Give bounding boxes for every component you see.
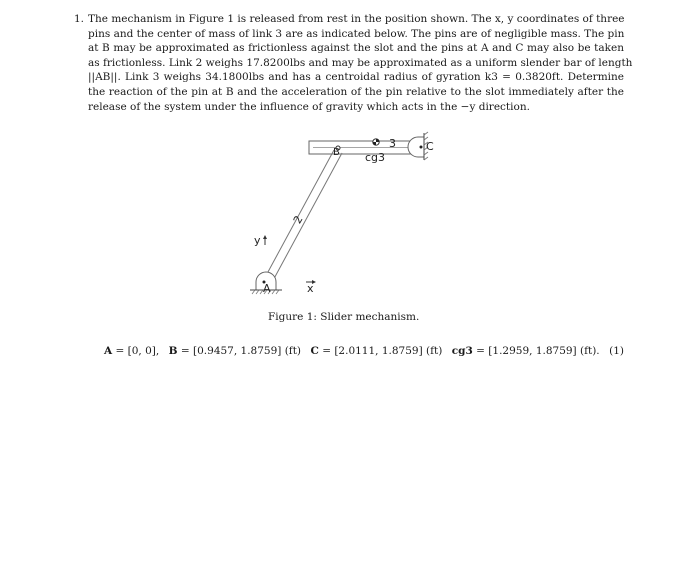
equation-term-c (310, 345, 442, 357)
b-value: = [0.9457, 1.8759] (ft) (180, 345, 302, 357)
center-of-mass-icon (373, 139, 379, 145)
cg3-label: cg3 (365, 151, 386, 164)
a-value: = [0, 0], (115, 345, 160, 357)
pin-b-label: B (333, 147, 340, 158)
link2-label: 2 (290, 213, 306, 226)
problem-line: at B may be approximated as frictionless against the slot and the pins at A and C may also be taken (88, 42, 624, 55)
c-value: = [2.0111, 1.8759] (ft) (322, 345, 443, 357)
figure-caption: Figure 1: Slider mechanism. (268, 311, 420, 323)
link3-bar (309, 141, 417, 154)
b-label: B (168, 345, 178, 357)
equation-term-a (104, 345, 159, 357)
problem-line: release of the system under the influence of gravity which acts in the −y direction. (88, 100, 530, 113)
pin-c-label: C (426, 140, 434, 153)
ground-support-c (408, 132, 428, 160)
link3-label: 3 (389, 137, 396, 150)
cg-value: = [1.2959, 1.8759] (ft). (476, 345, 600, 357)
problem-number: 1. (74, 13, 85, 25)
y-axis-arrow (263, 235, 267, 245)
equation-term-b (169, 345, 301, 357)
equation-term-cg (452, 345, 600, 357)
a-label: A (104, 345, 113, 357)
problem-line: ||AB||. Link 3 weighs 34.1800lbs and has a centroidal radius of gyration k3 = 0.3820ft. Determine (88, 71, 624, 84)
problem-line: pins and the center of mass of link 3 are as indicated below. The pins are of negligible mass. The pin (88, 27, 625, 40)
coordinates-equation (104, 345, 624, 357)
pin-a-label: A (263, 282, 271, 295)
cg-label: cg3 (451, 345, 473, 357)
problem-line: as frictionless. Link 2 weighs 17.8200lbs and may be approximated as a uniform slender bar of length (88, 56, 633, 69)
y-axis-label: y (254, 234, 261, 247)
c-label: C (310, 345, 319, 357)
problem-line: the reaction of the pin at B and the acceleration of the pin relative to the slot immediately after the (88, 85, 624, 98)
x-axis-label: x (307, 282, 314, 295)
equation-number: (1) (609, 345, 624, 357)
problem-line: The mechanism in Figure 1 is released from rest in the position shown. The x, y coordinates of three (88, 13, 625, 25)
